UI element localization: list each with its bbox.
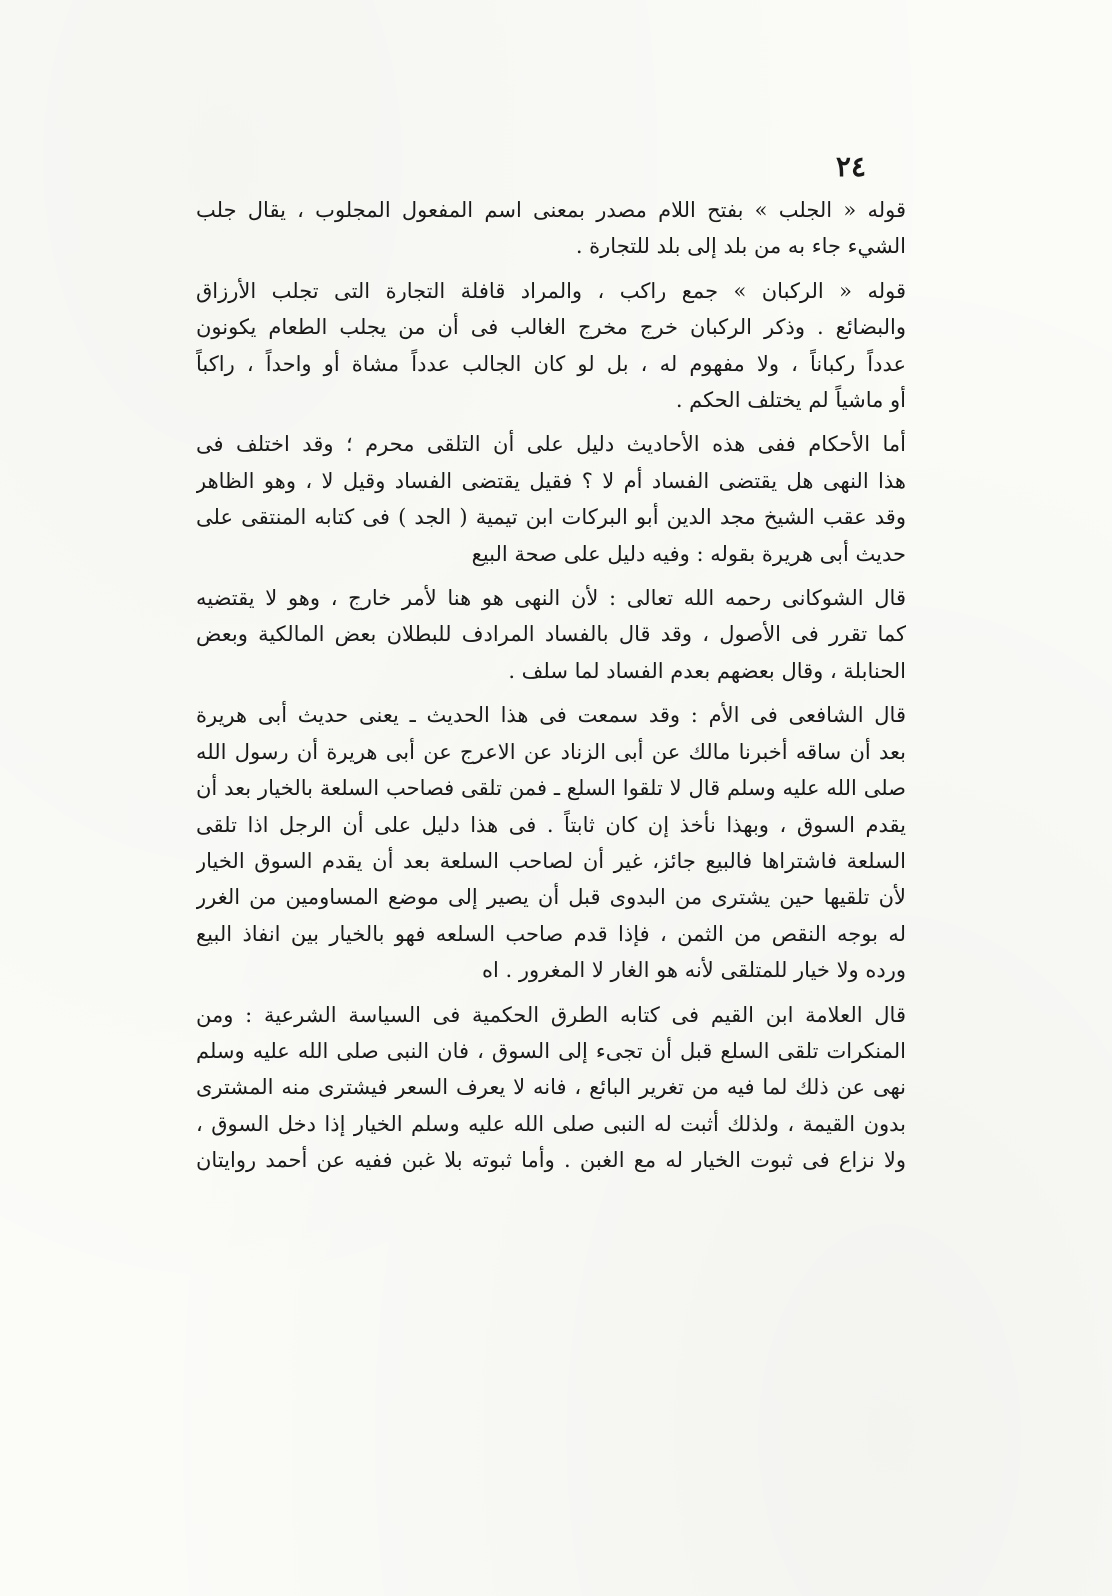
paragraph-ahkam [196,426,906,572]
text-line: وقد عقب الشيخ مجد الدين أبو البركات ابن تيمية ( الجد ) فى كتابه المنتقى على [196,505,906,530]
text-line: قوله « الجلب » بفتح اللام مصدر بمعنى اسم المفعول المجلوب ، يقال جلب [196,198,906,222]
text-line: نهى عن ذلك لما فيه من تغرير البائع ، فانه لا يعرف السعر فيشترى منه المشترى [196,1075,906,1100]
text-line: المنكرات تلقى السلع قبل أن تجىء إلى السوق ، فان النبى صلى الله عليه وسلم [196,1038,906,1063]
text-line: الحنابلة ، وقال بعضهم بعدم الفساد لما سلف . [508,658,906,683]
text-line: الشيء جاء به من بلد إلى بلد للتجارة . [575,234,906,259]
paragraph-shafii [196,697,906,988]
text-line: يقدم السوق ، وبهذا نأخذ إن كان ثابتاً . فى هذا دليل على أن الرجل اذا تلقى [196,812,906,837]
text-line: حديث أبى هريرة بقوله : وفيه دليل على صحة البيع [471,541,906,566]
text-line: عدداً ركباناً ، ولا مفهوم له ، بل لو كان الجالب عدداً مشاة أو واحداً ، راكباً [196,351,906,376]
paragraph-shawkani [196,580,906,689]
page-number: ٢٤ [835,150,866,183]
text-line: لأن تلقيها حين يشترى من البدوى قبل أن يصير إلى موضع المساومين من الغرر [196,885,906,910]
text-line: كما تقرر فى الأصول ، وقد قال بالفساد المرادف للبطلان بعض المالكية وبعض [196,622,906,647]
paragraph-ibn-qayyim [196,997,906,1179]
text-line: صلى الله عليه وسلم قال لا تلقوا السلع ـ فمن تلقى فصاحب السلعة بالخيار بعد أن [196,776,906,801]
text-line: له بوجه النقص من الثمن ، فإذا قدم صاحب السلعه فهو بالخيار بين انفاذ البيع [196,921,906,946]
text-line: قوله « الركبان » جمع راكب ، والمراد قافلة التجارة التى تجلب الأرزاق [196,278,906,303]
text-line: قال الشوكانى رحمه الله تعالى : لأن النهى هو هنا لأمر خارج ، وهو لا يقتضيه [196,586,906,611]
text-line: قال العلامة ابن القيم فى كتابه الطرق الحكمية فى السياسة الشرعية : ومن [196,1002,906,1027]
text-line: ورده ولا خيار للمتلقى لأنه هو الغار لا المغرور . اه [481,958,906,983]
text-line: بدون القيمة ، ولذلك أثبت له النبى صلى الله عليه وسلم الخيار إذا دخل السوق ، [196,1111,906,1136]
body-text [196,192,906,1179]
text-line: هذا النهى هل يقتضى الفساد أم لا ؟ فقيل يقتضى الفساد وقيل لا ، وهو الظاهر [196,468,906,493]
text-line: ولا نزاع فى ثبوت الخيار له مع الغبن . وأما ثبوته بلا غبن ففيه عن أحمد روايتان [196,1148,906,1173]
text-line: أو ماشياً لم يختلف الحكم . [675,388,906,413]
text-line: أما الأحكام ففى هذه الأحاديث دليل على أن التلقى محرم ؛ وقد اختلف فى [196,432,906,457]
text-line: السلعة فاشتراها فالبيع جائز، غير أن لصاحب السلعة بعد أن يقدم السوق الخيار [196,848,906,873]
text-line: بعد أن ساقه أخبرنا مالك عن أبى الزناد عن الاعرج عن أبى هريرة أن رسول الله [196,739,906,764]
paragraph-rukban [196,273,906,419]
text-line: قال الشافعى فى الأم : وقد سمعت فى هذا الحديث ـ يعنى حديث أبى هريرة [196,703,906,728]
text-line: والبضائع . وذكر الركبان خرج مخرج الغالب فى أن من يجلب الطعام يكونون [196,315,906,340]
paragraph-jalab [196,192,906,265]
